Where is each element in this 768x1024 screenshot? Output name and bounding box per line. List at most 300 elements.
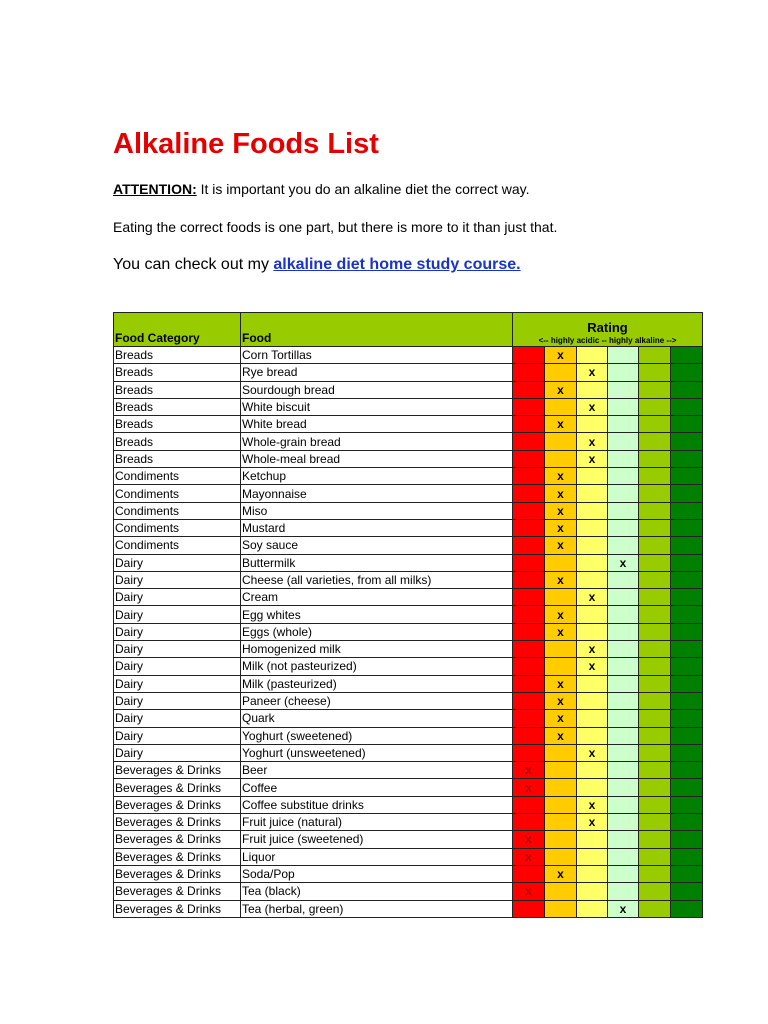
rating-mark: x — [588, 365, 596, 380]
rating-cell-4 — [608, 883, 639, 900]
rating-cell-5 — [639, 831, 671, 848]
course-text: You can check out my — [113, 256, 274, 273]
rating-mark: x — [619, 901, 627, 916]
rating-cell-3 — [577, 900, 608, 917]
rating-cell-1 — [513, 779, 545, 796]
food-category-cell: Breads — [114, 450, 241, 467]
rating-cell-4 — [608, 762, 639, 779]
rating-cell-3 — [577, 416, 608, 433]
rating-cell-3 — [577, 450, 608, 467]
food-name-cell: Soy sauce — [241, 537, 513, 554]
table-row — [114, 641, 703, 658]
table-row — [114, 675, 703, 692]
rating-cell-6 — [671, 692, 703, 709]
rating-cell-1 — [513, 589, 545, 606]
rating-cell-6 — [671, 814, 703, 831]
rating-cell-5 — [639, 675, 671, 692]
rating-cell-2 — [545, 519, 577, 536]
rating-cell-2 — [545, 848, 577, 865]
rating-mark: x — [588, 815, 596, 830]
food-name-cell: Soda/Pop — [241, 865, 513, 882]
rating-cell-5 — [639, 519, 671, 536]
rating-cell-2 — [545, 364, 577, 381]
food-name-cell: Fruit juice (sweetened) — [241, 831, 513, 848]
food-category-cell: Breads — [114, 364, 241, 381]
food-name-cell: Buttermilk — [241, 554, 513, 571]
food-category-cell: Condiments — [114, 519, 241, 536]
rating-cell-1 — [513, 433, 545, 450]
food-category-cell: Breads — [114, 416, 241, 433]
rating-cell-6 — [671, 848, 703, 865]
rating-cell-3 — [577, 831, 608, 848]
course-link[interactable]: alkaline diet home study course. — [273, 256, 521, 273]
rating-cell-5 — [639, 692, 671, 709]
food-name-cell: Cheese (all varieties, from all milks) — [241, 571, 513, 588]
table-row — [114, 796, 703, 813]
rating-cell-3 — [577, 381, 608, 398]
rating-mark: x — [588, 451, 596, 466]
rating-cell-5 — [639, 364, 671, 381]
food-category-cell: Dairy — [114, 589, 241, 606]
rating-cell-5 — [639, 727, 671, 744]
table-row — [114, 883, 703, 900]
rating-cell-4 — [608, 865, 639, 882]
rating-cell-1 — [513, 502, 545, 519]
page-title: Alkaline Foods List — [113, 128, 379, 160]
rating-cell-6 — [671, 831, 703, 848]
rating-cell-6 — [671, 364, 703, 381]
rating-cell-1 — [513, 468, 545, 485]
rating-mark: x — [588, 659, 596, 674]
food-name-cell: Liquor — [241, 848, 513, 865]
rating-cell-3 — [577, 848, 608, 865]
rating-cell-3 — [577, 727, 608, 744]
rating-cell-6 — [671, 589, 703, 606]
rating-cell-6 — [671, 658, 703, 675]
food-name-cell: White biscuit — [241, 398, 513, 415]
rating-cell-1 — [513, 762, 545, 779]
rating-cell-2 — [545, 433, 577, 450]
rating-cell-6 — [671, 571, 703, 588]
rating-cell-6 — [671, 554, 703, 571]
rating-cell-4 — [608, 692, 639, 709]
rating-mark: x — [557, 711, 564, 726]
food-name-cell: Milk (not pasteurized) — [241, 658, 513, 675]
rating-cell-4 — [608, 779, 639, 796]
food-name-cell: Ketchup — [241, 468, 513, 485]
table-row — [114, 831, 703, 848]
rating-cell-6 — [671, 433, 703, 450]
rating-cell-5 — [639, 571, 671, 588]
food-category-cell: Breads — [114, 433, 241, 450]
table-row — [114, 485, 703, 502]
rating-cell-2 — [545, 623, 577, 640]
food-category-cell: Dairy — [114, 606, 241, 623]
food-name-cell: Egg whites — [241, 606, 513, 623]
table-row — [114, 900, 703, 917]
rating-mark: x — [557, 573, 564, 587]
rating-cell-2 — [545, 468, 577, 485]
rating-cell-5 — [639, 537, 671, 554]
rating-cell-3 — [577, 364, 608, 381]
rating-cell-2 — [545, 883, 577, 900]
rating-mark: x — [557, 694, 564, 709]
food-name-cell: Beer — [241, 762, 513, 779]
rating-cell-2 — [545, 381, 577, 398]
rating-mark: x — [557, 867, 564, 882]
food-category-cell: Dairy — [114, 658, 241, 675]
rating-cell-4 — [608, 831, 639, 848]
table-row — [114, 710, 703, 727]
rating-cell-3 — [577, 744, 608, 761]
rating-cell-5 — [639, 796, 671, 813]
rating-mark: x — [557, 676, 564, 691]
rating-cell-6 — [671, 762, 703, 779]
rating-cell-6 — [671, 744, 703, 761]
rating-cell-6 — [671, 468, 703, 485]
rating-cell-2 — [545, 606, 577, 623]
table-row — [114, 589, 703, 606]
rating-cell-1 — [513, 796, 545, 813]
rating-cell-1 — [513, 485, 545, 502]
rating-cell-5 — [639, 468, 671, 485]
rating-cell-1 — [513, 381, 545, 398]
rating-cell-5 — [639, 762, 671, 779]
rating-mark: x — [588, 745, 596, 760]
rating-cell-3 — [577, 658, 608, 675]
rating-cell-5 — [639, 883, 671, 900]
rating-cell-1 — [513, 727, 545, 744]
table-row — [114, 744, 703, 761]
rating-cell-3 — [577, 814, 608, 831]
rating-cell-4 — [608, 623, 639, 640]
food-name-cell: Mayonnaise — [241, 485, 513, 502]
rating-cell-1 — [513, 364, 545, 381]
rating-cell-1 — [513, 658, 545, 675]
rating-cell-2 — [545, 589, 577, 606]
rating-cell-5 — [639, 485, 671, 502]
rating-cell-6 — [671, 727, 703, 744]
food-name-cell: Mustard — [241, 519, 513, 536]
food-category-cell: Dairy — [114, 744, 241, 761]
rating-mark: x — [557, 728, 564, 743]
rating-cell-3 — [577, 571, 608, 588]
rating-mark: x — [588, 400, 596, 415]
rating-cell-6 — [671, 381, 703, 398]
rating-cell-6 — [671, 883, 703, 900]
rating-cell-4 — [608, 537, 639, 554]
rating-cell-1 — [513, 675, 545, 692]
rating-cell-5 — [639, 779, 671, 796]
rating-cell-1 — [513, 744, 545, 761]
rating-cell-1 — [513, 554, 545, 571]
rating-cell-1 — [513, 900, 545, 917]
table-row — [114, 554, 703, 571]
rating-mark: x — [588, 590, 596, 605]
rating-cell-4 — [608, 502, 639, 519]
rating-cell-2 — [545, 658, 577, 675]
rating-cell-2 — [545, 865, 577, 882]
rating-cell-5 — [639, 848, 671, 865]
rating-cell-5 — [639, 744, 671, 761]
food-category-cell: Condiments — [114, 537, 241, 554]
food-name-cell: Milk (pasteurized) — [241, 675, 513, 692]
table-header-row — [114, 313, 703, 347]
food-category-cell: Dairy — [114, 675, 241, 692]
rating-cell-5 — [639, 606, 671, 623]
food-name-cell: Rye bread — [241, 364, 513, 381]
food-name-cell: Tea (black) — [241, 883, 513, 900]
rating-cell-6 — [671, 710, 703, 727]
header-food-category: Food Category — [114, 313, 241, 347]
food-name-cell: Quark — [241, 710, 513, 727]
rating-cell-3 — [577, 675, 608, 692]
table-row — [114, 519, 703, 536]
rating-cell-4 — [608, 347, 639, 364]
food-name-cell: Cream — [241, 589, 513, 606]
rating-cell-4 — [608, 416, 639, 433]
table-row — [114, 468, 703, 485]
rating-cell-4 — [608, 433, 639, 450]
rating-mark: x — [557, 538, 564, 553]
rating-cell-3 — [577, 519, 608, 536]
rating-cell-2 — [545, 416, 577, 433]
rating-cell-5 — [639, 381, 671, 398]
header-food: Food — [241, 313, 513, 347]
table-row — [114, 623, 703, 640]
rating-mark: x — [557, 503, 564, 518]
rating-cell-1 — [513, 865, 545, 882]
table-row — [114, 762, 703, 779]
rating-cell-2 — [545, 675, 577, 692]
rating-cell-3 — [577, 641, 608, 658]
rating-cell-1 — [513, 450, 545, 467]
food-name-cell: Homogenized milk — [241, 641, 513, 658]
rating-cell-4 — [608, 796, 639, 813]
rating-cell-5 — [639, 658, 671, 675]
food-category-cell: Condiments — [114, 468, 241, 485]
table-row — [114, 658, 703, 675]
rating-cell-1 — [513, 831, 545, 848]
rating-cell-3 — [577, 589, 608, 606]
food-category-cell: Beverages & Drinks — [114, 865, 241, 882]
rating-cell-6 — [671, 641, 703, 658]
rating-cell-5 — [639, 710, 671, 727]
rating-cell-4 — [608, 554, 639, 571]
rating-cell-6 — [671, 347, 703, 364]
rating-cell-4 — [608, 606, 639, 623]
rating-cell-6 — [671, 519, 703, 536]
food-name-cell: Whole-grain bread — [241, 433, 513, 450]
rating-cell-3 — [577, 554, 608, 571]
rating-cell-3 — [577, 468, 608, 485]
table-row — [114, 779, 703, 796]
food-category-cell: Beverages & Drinks — [114, 831, 241, 848]
rating-cell-4 — [608, 744, 639, 761]
rating-mark: x — [525, 832, 532, 847]
rating-cell-3 — [577, 796, 608, 813]
rating-cell-2 — [545, 900, 577, 917]
food-name-cell: Whole-meal bread — [241, 450, 513, 467]
rating-cell-3 — [577, 779, 608, 796]
rating-cell-2 — [545, 762, 577, 779]
rating-cell-5 — [639, 416, 671, 433]
header-rating-scale: <-- highly acidic -- highly alkaline --> — [538, 336, 677, 345]
table-row — [114, 450, 703, 467]
rating-mark: x — [525, 763, 532, 778]
food-category-cell: Dairy — [114, 641, 241, 658]
rating-cell-4 — [608, 589, 639, 606]
rating-cell-3 — [577, 865, 608, 882]
rating-cell-4 — [608, 710, 639, 727]
food-category-cell: Beverages & Drinks — [114, 796, 241, 813]
food-name-cell: Sourdough bread — [241, 381, 513, 398]
rating-cell-4 — [608, 571, 639, 588]
food-name-cell: Tea (herbal, green) — [241, 900, 513, 917]
food-category-cell: Dairy — [114, 571, 241, 588]
food-name-cell: Paneer (cheese) — [241, 692, 513, 709]
table-row — [114, 381, 703, 398]
rating-cell-4 — [608, 381, 639, 398]
rating-cell-4 — [608, 398, 639, 415]
rating-mark: x — [557, 607, 564, 622]
rating-cell-5 — [639, 900, 671, 917]
rating-cell-4 — [608, 675, 639, 692]
food-category-cell: Dairy — [114, 727, 241, 744]
rating-cell-5 — [639, 502, 671, 519]
rating-mark: x — [557, 417, 564, 432]
rating-cell-2 — [545, 796, 577, 813]
rating-mark: x — [557, 486, 564, 501]
rating-cell-6 — [671, 623, 703, 640]
food-name-cell: Coffee — [241, 779, 513, 796]
rating-cell-5 — [639, 814, 671, 831]
food-category-cell: Breads — [114, 381, 241, 398]
rating-cell-6 — [671, 416, 703, 433]
rating-cell-1 — [513, 347, 545, 364]
food-category-cell: Beverages & Drinks — [114, 848, 241, 865]
rating-cell-2 — [545, 347, 577, 364]
rating-cell-5 — [639, 554, 671, 571]
rating-mark: x — [557, 521, 564, 536]
rating-cell-6 — [671, 796, 703, 813]
table-row — [114, 606, 703, 623]
attention-line — [113, 181, 530, 197]
rating-cell-2 — [545, 710, 577, 727]
rating-cell-6 — [671, 606, 703, 623]
rating-cell-5 — [639, 433, 671, 450]
rating-cell-4 — [608, 727, 639, 744]
rating-cell-1 — [513, 606, 545, 623]
table-row — [114, 398, 703, 415]
attention-text: It is important you do an alkaline diet the correct way. — [196, 181, 530, 197]
rating-cell-2 — [545, 554, 577, 571]
rating-cell-6 — [671, 865, 703, 882]
rating-cell-3 — [577, 398, 608, 415]
rating-cell-4 — [608, 468, 639, 485]
food-name-cell: Yoghurt (sweetened) — [241, 727, 513, 744]
rating-cell-6 — [671, 900, 703, 917]
rating-cell-1 — [513, 710, 545, 727]
food-category-cell: Beverages & Drinks — [114, 883, 241, 900]
rating-cell-2 — [545, 641, 577, 658]
food-category-cell: Beverages & Drinks — [114, 762, 241, 779]
rating-cell-5 — [639, 589, 671, 606]
rating-cell-5 — [639, 623, 671, 640]
rating-cell-6 — [671, 450, 703, 467]
rating-cell-6 — [671, 779, 703, 796]
rating-cell-3 — [577, 485, 608, 502]
food-category-cell: Dairy — [114, 692, 241, 709]
table-row — [114, 727, 703, 744]
rating-mark: x — [588, 797, 596, 812]
rating-cell-3 — [577, 502, 608, 519]
food-category-cell: Beverages & Drinks — [114, 779, 241, 796]
table-row — [114, 537, 703, 554]
food-category-cell: Dairy — [114, 710, 241, 727]
rating-cell-6 — [671, 537, 703, 554]
rating-cell-2 — [545, 398, 577, 415]
rating-cell-3 — [577, 762, 608, 779]
table-row — [114, 814, 703, 831]
rating-cell-1 — [513, 883, 545, 900]
eating-text: Eating the correct foods is one part, but there is more to it than just that. — [113, 219, 558, 235]
rating-cell-2 — [545, 571, 577, 588]
rating-cell-6 — [671, 675, 703, 692]
food-name-cell: Miso — [241, 502, 513, 519]
food-category-cell: Breads — [114, 347, 241, 364]
rating-cell-1 — [513, 623, 545, 640]
alkaline-foods-table — [113, 312, 703, 918]
rating-cell-4 — [608, 641, 639, 658]
rating-mark: x — [588, 642, 596, 657]
food-category-cell: Beverages & Drinks — [114, 900, 241, 917]
rating-cell-6 — [671, 502, 703, 519]
food-category-cell: Dairy — [114, 554, 241, 571]
food-category-cell: Dairy — [114, 623, 241, 640]
food-category-cell: Breads — [114, 398, 241, 415]
food-category-cell: Beverages & Drinks — [114, 814, 241, 831]
food-name-cell: Eggs (whole) — [241, 623, 513, 640]
rating-cell-4 — [608, 814, 639, 831]
rating-cell-1 — [513, 814, 545, 831]
table-row — [114, 865, 703, 882]
header-rating-label: Rating — [587, 320, 628, 335]
rating-cell-4 — [608, 848, 639, 865]
rating-cell-2 — [545, 744, 577, 761]
rating-cell-4 — [608, 450, 639, 467]
rating-cell-4 — [608, 364, 639, 381]
rating-mark: x — [557, 469, 564, 484]
rating-cell-3 — [577, 537, 608, 554]
rating-mark: x — [557, 624, 564, 639]
food-category-cell: Condiments — [114, 502, 241, 519]
rating-cell-2 — [545, 831, 577, 848]
rating-cell-4 — [608, 519, 639, 536]
rating-mark: x — [525, 780, 532, 795]
rating-cell-2 — [545, 727, 577, 744]
rating-cell-3 — [577, 433, 608, 450]
food-name-cell: Yoghurt (unsweetened) — [241, 744, 513, 761]
rating-cell-5 — [639, 641, 671, 658]
rating-cell-2 — [545, 692, 577, 709]
table-row — [114, 571, 703, 588]
rating-mark: x — [619, 555, 627, 570]
rating-cell-1 — [513, 641, 545, 658]
rating-cell-2 — [545, 814, 577, 831]
rating-cell-4 — [608, 658, 639, 675]
rating-cell-3 — [577, 606, 608, 623]
